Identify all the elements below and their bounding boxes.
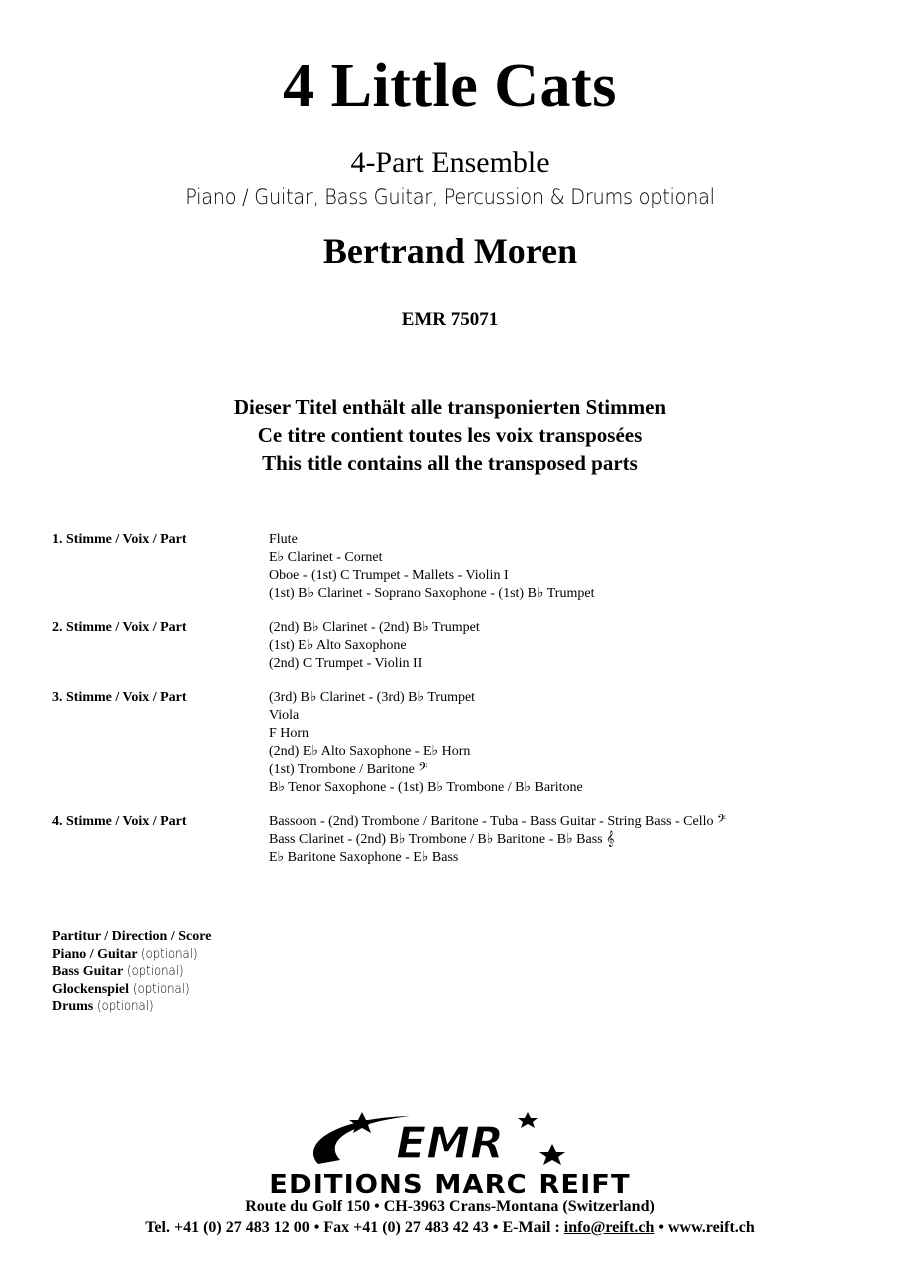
part-label: 1. Stimme / Voix / Part (52, 532, 187, 547)
score-item (52, 981, 211, 999)
instrument-line: (1st) B♭ Clarinet - Soprano Saxophone - (1st) B♭ Trumpet (269, 586, 595, 601)
score-item-name: Piano / Guitar (52, 946, 138, 962)
instrument-line: (2nd) B♭ Clarinet - (2nd) B♭ Trumpet (269, 620, 480, 635)
logo-text: EMR (396, 1118, 504, 1169)
emr-logo (300, 1106, 600, 1176)
website-link[interactable]: • www.reift.ch (654, 1219, 755, 1236)
instrument-line: (1st) Trombone / Baritone 𝄢 (269, 762, 428, 777)
score-item-name: Bass Guitar (52, 964, 124, 979)
part-instruments (269, 689, 583, 797)
instrument-line: (3rd) B♭ Clarinet - (3rd) B♭ Trumpet (269, 690, 476, 705)
part-4 (52, 813, 872, 867)
part-instruments (269, 619, 480, 673)
score-item (52, 963, 211, 981)
score-item-note: (optional) (141, 946, 198, 962)
instrument-line: E♭ Clarinet - Cornet (269, 550, 383, 565)
publisher-contact (0, 1219, 900, 1237)
part-label: 3. Stimme / Voix / Part (52, 690, 187, 705)
instrument-line: B♭ Tenor Saxophone - (1st) B♭ Trombone / B♭ Baritone (269, 780, 583, 795)
score-item-name: Drums (52, 999, 94, 1014)
composer: Bertrand Moren (322, 231, 578, 271)
instrument-line: Bassoon - (2nd) Trombone / Baritone - Tuba - Bass Guitar - String Bass - Cello 𝄢 (269, 814, 726, 829)
part-1 (52, 531, 872, 603)
instrument-line: Oboe - (1st) C Trumpet - Mallets - Violin I (269, 568, 509, 583)
instrument-line: F Horn (269, 726, 310, 741)
instrument-line: (2nd) E♭ Alto Saxophone - E♭ Horn (269, 744, 471, 759)
instrument-line: E♭ Baritone Saxophone - E♭ Bass (269, 850, 459, 865)
instrument-line: Viola (269, 708, 300, 723)
score-item-name: Glockenspiel (52, 981, 130, 997)
part-label: 4. Stimme / Voix / Part (52, 814, 187, 829)
note-french: Ce titre contient toutes les voix transposées (257, 423, 643, 447)
catalog-number: EMR 75071 (401, 309, 499, 330)
title: 4 Little Cats (283, 52, 617, 120)
part-2 (52, 619, 872, 673)
instrument-line: Bass Clarinet - (2nd) B♭ Trombone / B♭ Baritone - B♭ Bass 𝄞 (269, 832, 615, 847)
instrument-line: (2nd) C Trumpet - Violin II (269, 656, 423, 671)
instrumentation: Piano / Guitar, Bass Guitar, Percussion & Drums optional (185, 185, 715, 209)
score-item (52, 928, 211, 946)
instrument-line: (1st) E♭ Alto Saxophone (269, 638, 407, 653)
contact-phone-fax: Tel. +41 (0) 27 483 12 00 • Fax +41 (0) 27 483 42 43 • E-Mail : (145, 1219, 564, 1236)
parts-list (52, 531, 872, 883)
part-instruments (269, 531, 594, 603)
subtitle: 4-Part Ensemble (350, 146, 550, 179)
score-item-name: Partitur / Direction / Score (52, 929, 212, 944)
score-item-note: (optional) (126, 964, 184, 979)
score-item (52, 998, 211, 1016)
score-item-note: (optional) (96, 999, 154, 1014)
publisher-name: EDITIONS MARC REIFT (269, 1170, 631, 1200)
instrument-line: Flute (269, 532, 298, 547)
part-instruments (269, 813, 726, 867)
score-item (52, 946, 211, 964)
publisher-address: Route du Golf 150 • CH-3963 Crans-Montana (Switzerland) (245, 1198, 655, 1215)
note-english: This title contains all the transposed parts (262, 451, 638, 475)
email-link[interactable]: info@reift.ch (563, 1219, 655, 1236)
score-contents (52, 928, 211, 1016)
note-german: Dieser Titel enthält alle transponierten Stimmen (233, 395, 667, 419)
score-item-note: (optional) (132, 981, 190, 997)
part-3 (52, 689, 872, 797)
part-label: 2. Stimme / Voix / Part (52, 620, 187, 635)
